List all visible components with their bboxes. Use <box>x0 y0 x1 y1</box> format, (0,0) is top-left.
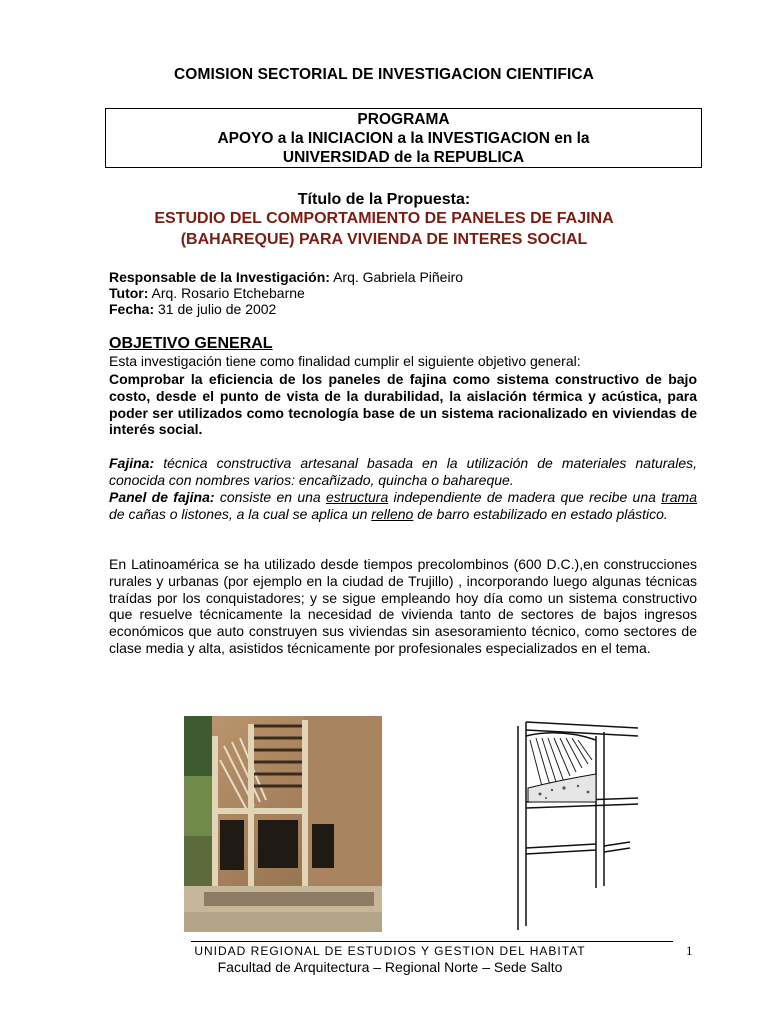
panel-definition <box>109 489 697 523</box>
panel-text-3: de cañas o listones, a la cual se aplica un <box>109 505 372 522</box>
proposal-title-line-2: (BAHAREQUE) PARA VIVIENDA DE INTERES SOCIAL <box>180 231 588 248</box>
fajina-label: Fajina: <box>109 455 155 471</box>
panel-term-relleno: relleno <box>371 505 414 522</box>
program-box <box>105 108 702 168</box>
fajina-text: técnica constructiva artesanal basada en la utilización de materiales naturales, conocida con nombres varios: encañizado, quincha o bahareque. <box>109 455 697 488</box>
footer-unit: UNIDAD REGIONAL DE ESTUDIOS Y GESTION DEL HABITAT <box>194 944 586 958</box>
panel-text-4: de barro estabilizado en estado plástico. <box>413 505 668 522</box>
responsable-line <box>109 269 463 285</box>
panel-term-trama: trama <box>661 489 697 505</box>
footer-faculty: Facultad de Arquitectura – Regional Norte – Sede Salto <box>217 959 563 975</box>
objective-intro: Esta investigación tiene como finalidad cumplir el siguiente objetivo general: <box>109 353 581 369</box>
panel-term-estructura: estructura <box>326 489 389 505</box>
fecha-label: Fecha: <box>109 301 155 317</box>
commission-heading: COMISION SECTORIAL DE INVESTIGACION CIENTIFICA <box>174 66 594 83</box>
history-paragraph: En Latinoamérica se ha utilizado desde tiempos precolombinos (600 D.C.),en construcciones rurales y urbanas (por ejemplo en la ciudad de Trujillo) , incorporando luego algunas técnicas traídas por los conquistadores; y se sigue empleando hoy día como un sistema constructivo que resuelve técnicamente la necesidad de vivienda tanto de sectores de bajos ingresos económicos que auto construyen sus viviendas sin asesoramiento técnico, como sectores de clase media y alta, asistidos técnicamente por profesionales especializados en el tema. <box>109 556 697 656</box>
fecha-line <box>109 301 276 317</box>
responsable-label: Responsable de la Investigación: <box>109 269 330 285</box>
page-number: 1 <box>686 943 693 958</box>
fajina-definition <box>109 455 697 489</box>
fecha-value: 31 de julio de 2002 <box>154 301 277 317</box>
objective-statement: Comprobar la eficiencia de los paneles de fajina como sistema constructivo de bajo costo, desde el punto de vista de la durabilidad, la aislación térmica y acústica, para poder ser utilizados como tecnología base de un sistema racionalizado en viviendas de interés social. <box>109 371 697 438</box>
objective-heading: OBJETIVO GENERAL <box>109 335 273 352</box>
program-line-1: PROGRAMA <box>357 111 450 128</box>
fajina-construction-photo <box>184 716 382 932</box>
proposal-title-label: Título de la Propuesta: <box>297 191 471 208</box>
footer-divider <box>191 941 673 942</box>
responsable-value: Arq. Gabriela Piñeiro <box>329 269 464 285</box>
panel-text-1: consiste en una <box>214 489 326 505</box>
fajina-panel-drawing <box>500 716 642 932</box>
program-line-3: UNIVERSIDAD de la REPUBLICA <box>282 149 525 166</box>
proposal-title-line-1: ESTUDIO DEL COMPORTAMIENTO DE PANELES DE FAJINA <box>154 210 614 227</box>
program-line-2: APOYO a la INICIACION a la INVESTIGACION en la <box>217 130 590 147</box>
panel-text-2: independiente de madera que recibe una <box>388 489 662 505</box>
panel-label: Panel de fajina: <box>109 489 215 505</box>
tutor-line <box>109 285 305 301</box>
tutor-label: Tutor: <box>109 285 149 301</box>
tutor-value: Arq. Rosario Etchebarne <box>148 285 305 301</box>
proposal-title <box>0 208 768 250</box>
